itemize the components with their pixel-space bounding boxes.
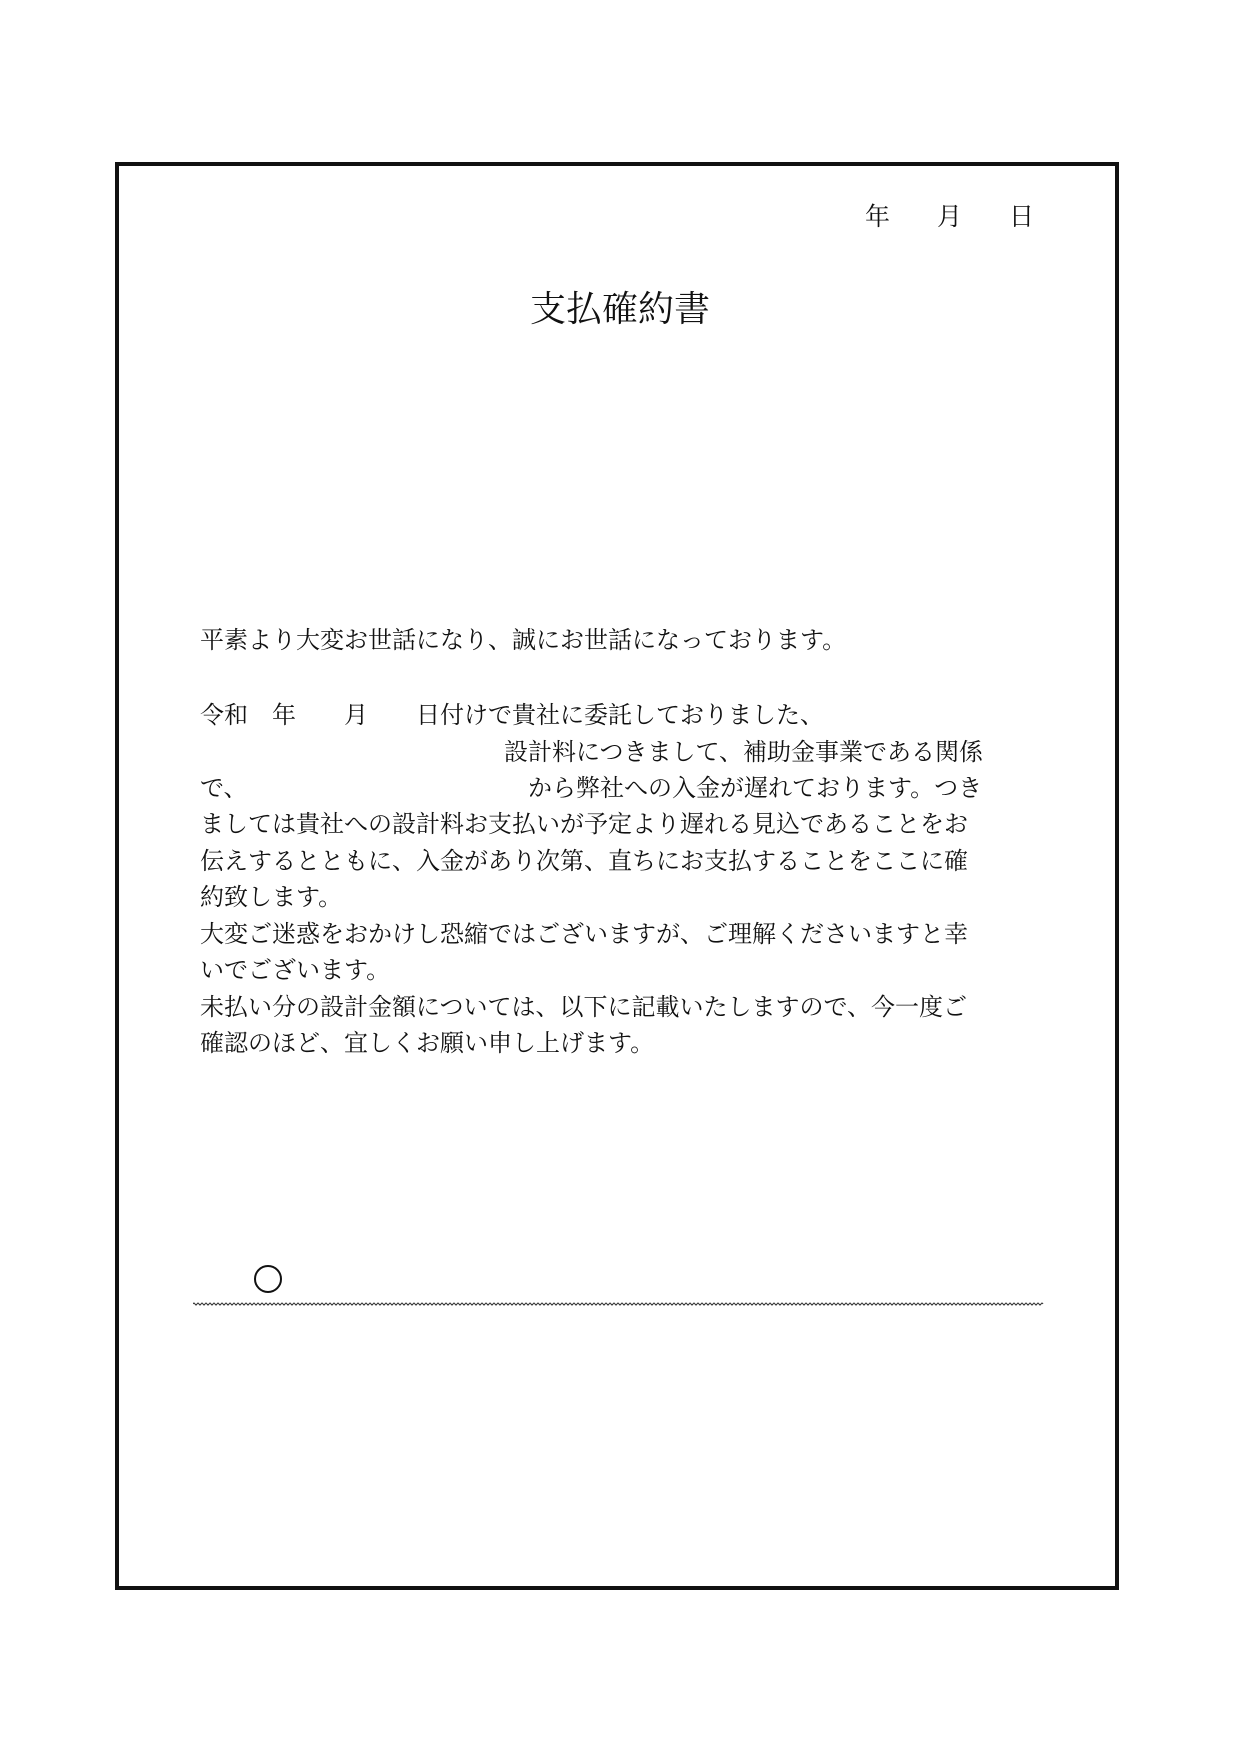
greeting-line: 平素より大変お世話になり、誠にお世話になっております。 (200, 626, 847, 654)
body-line-8: いでございます。 (200, 956, 391, 984)
document-title: 支払確約書 (529, 289, 710, 330)
body-line-7: 大変ご迷惑をおかけし恐縮ではございますが、ご理解くださいますと幸 (200, 920, 968, 948)
body-line-6: 約致します。 (200, 883, 343, 911)
signature-wavy-line (193, 1302, 1044, 1306)
body-line-4: ましては貴社への設計料お支払いが予定より遅れる見込であることをお (200, 810, 968, 838)
body-line-9: 未払い分の設計金額については、以下に記載いたしますので、今一度ご (200, 993, 968, 1021)
body-line-1: 令和 年 月 日付けで貴社に委託しておりました、 (200, 701, 824, 729)
body-line-10: 確認のほど、宜しくお願い申し上げます。 (200, 1029, 655, 1057)
body-line-2: 設計料につきまして、補助金事業である関係 (504, 738, 984, 766)
body-line-5: 伝えするとともに、入金があり次第、直ちにお支払することをここに確 (200, 847, 968, 875)
date-year-label: 年 (865, 202, 891, 231)
body-line-3a: で、 (200, 774, 248, 802)
seal-mark (254, 1265, 282, 1293)
date-day-label: 日 (1009, 202, 1035, 231)
body-line-3b: から弊社への入金が遅れております。つき (528, 774, 983, 802)
date-field (860, 200, 1040, 234)
date-month-label: 月 (937, 202, 963, 231)
